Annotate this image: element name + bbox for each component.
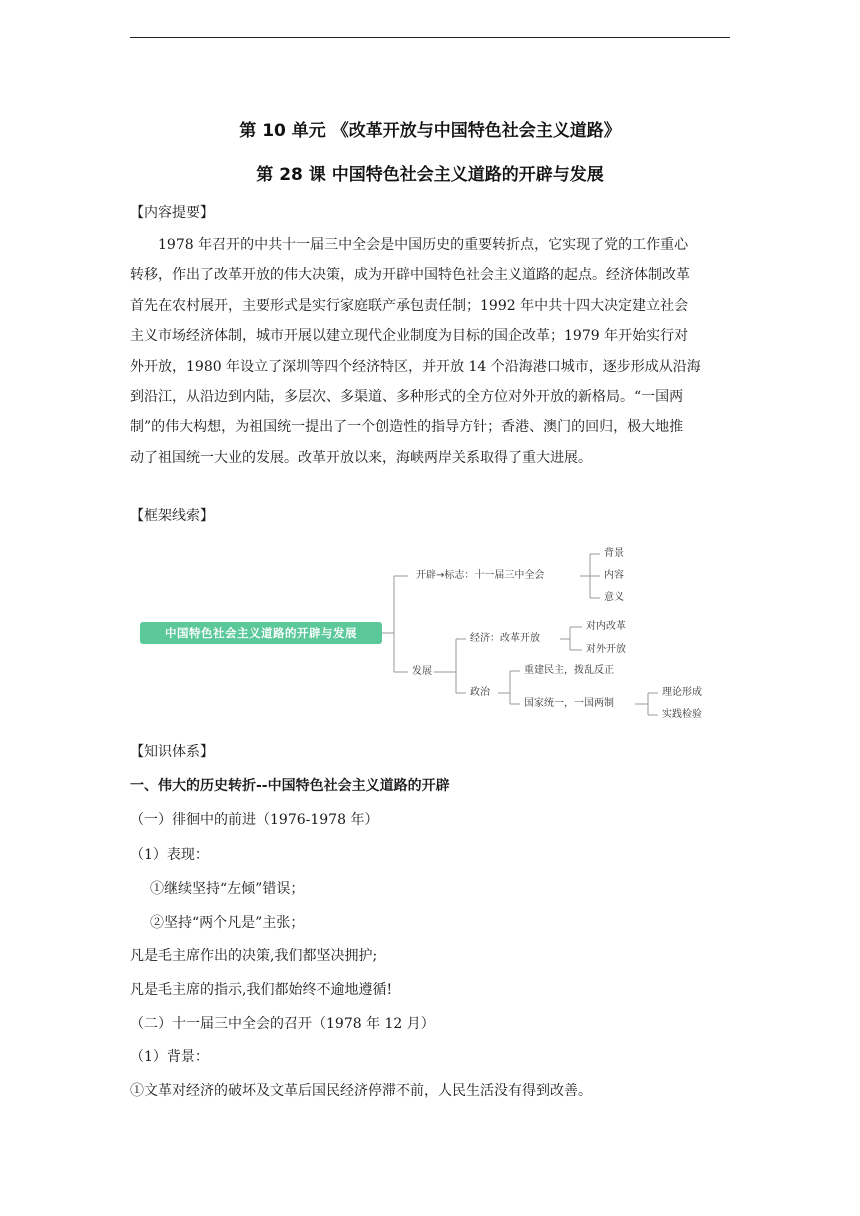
mindmap-open-node: 开辟→标志：十一届三中全会: [416, 570, 545, 581]
item-heading: （1）背景：: [130, 1049, 209, 1065]
section-heading: 一、伟大的历史转折--中国特色社会主义道路的开辟: [130, 778, 450, 794]
framework-label: 【框架线索】: [130, 508, 214, 524]
summary-paragraph: [130, 230, 730, 473]
mindmap-unity-child: 理论形成: [662, 687, 702, 698]
mindmap-politics-node: 政治: [470, 687, 490, 698]
summary-line: 首先在农村展开，主要形式是实行家庭联产承包责任制；1992 年中共十四大决定建立社会: [130, 297, 689, 314]
mindmap-open-child: 意义: [604, 592, 624, 603]
mindmap-economy-node: 经济：改革开放: [470, 633, 540, 644]
summary-line: 主义市场经济体制，城市开展以建立现代企业制度为目标的国企改革；1979 年开始实行对: [130, 328, 689, 345]
mindmap-open-child: 内容: [604, 570, 624, 581]
mindmap-root: 中国特色社会主义道路的开辟与发展: [140, 622, 382, 644]
summary-line: 动了祖国统一大业的发展。改革开放以来，海峡两岸关系取得了重大进展。: [130, 449, 592, 466]
unit-title: 第 10 单元 《改革开放与中国特色社会主义道路》: [239, 121, 621, 141]
summary-line: 1978 年召开的中共十一届三中全会是中国历史的重要转折点，它实现了党的工作重心: [158, 237, 689, 253]
mindmap-economy-child: 对内改革: [586, 621, 626, 632]
list-item: ①继续坚持“左倾”错误；: [150, 881, 305, 897]
summary-line: 转移，作出了改革开放的伟大决策，成为开辟中国特色社会主义道路的起点。经济体制改革: [130, 267, 690, 284]
summary-line: 到沿江，从沿边到内陆，多层次、多渠道、多种形式的全方位对外开放的新格局。“一国两: [130, 389, 684, 406]
quote-line: 凡是毛主席的指示,我们都始终不逾地遵循!: [130, 982, 393, 998]
mindmap-politics-child: 国家统一，一国两制: [524, 698, 614, 709]
mindmap-open-child: 背景: [604, 548, 624, 559]
list-item: ②坚持“两个凡是”主张；: [150, 915, 305, 931]
mindmap-politics-child: 重建民主，拨乱反正: [524, 665, 614, 676]
item-heading: （1）表现：: [130, 847, 209, 863]
mindmap-unity-child: 实践检验: [662, 709, 702, 720]
summary-line: 制”的伟大构想，为祖国统一提出了一个创造性的指导方针；香港、澳门的回归，极大地推: [130, 419, 684, 436]
lesson-title: 第 28 课 中国特色社会主义道路的开辟与发展: [256, 165, 604, 185]
list-item: ①文革对经济的破坏及文革后国民经济停滞不前，人民生活没有得到改善。: [130, 1083, 592, 1099]
mindmap-economy-child: 对外开放: [586, 644, 626, 655]
subsection-heading: （一）徘徊中的前进（1976-1978 年）: [130, 812, 379, 828]
quote-line: 凡是毛主席作出的决策,我们都坚决拥护;: [130, 948, 378, 964]
framework-mindmap: [130, 540, 730, 730]
header-rule: [130, 37, 730, 38]
summary-line: 外开放，1980 年设立了深圳等四个经济特区，并开放 14 个沿海港口城市，逐步形成从沿海: [130, 358, 701, 375]
summary-label: 【内容提要】: [130, 205, 214, 221]
subsection-heading: （二）十一届三中全会的召开（1978 年 12 月）: [130, 1016, 435, 1032]
knowledge-label: 【知识体系】: [130, 744, 214, 760]
mindmap-develop-node: 发展: [412, 666, 432, 677]
